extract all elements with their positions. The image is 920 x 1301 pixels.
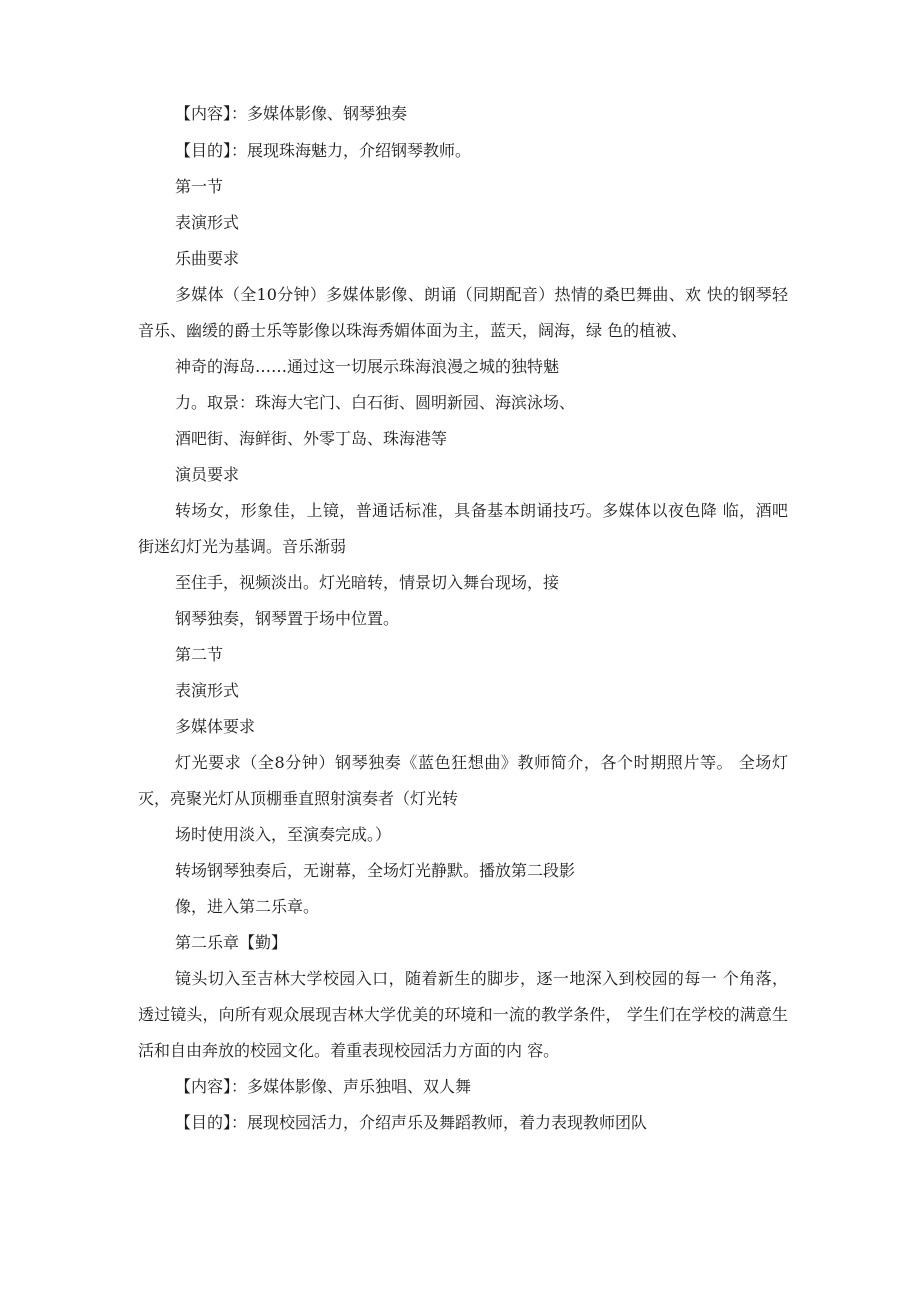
multimedia-paragraph-1: 多媒体（全10分钟）多媒体影像、朗诵（同期配音）热情的桑巴舞曲、欢 快的钢琴轻音乐、幽缓的爵士乐等影像以珠海秀媚体面为主，蓝天，阔海，绿 色的植被、 xyxy=(138,285,788,340)
transition-line-1: 转场钢琴独奏后，无谢幕，全场灯光静默。播放第二段影 xyxy=(175,861,576,880)
lighting-requirements-paragraph: 灯光要求（全8分钟）钢琴独奏《蓝色狂想曲》教师简介，各个时期照片等。 全场灯灭，亮聚光灯从顶棚垂直照射演奏者（灯光转 xyxy=(138,753,788,808)
actor-requirements-paragraph: 转场女，形象佳，上镜，普通话标准，具备基本朗诵技巧。多媒体以夜色降 临，酒吧街迷幻灯光为基调。音乐渐弱 xyxy=(138,501,788,556)
location-line-1: 力。取景：珠海大宅门、白石街、圆明新园、海滨泳场、 xyxy=(175,393,576,412)
purpose-line-1: 【目的】：展现珠海魅力，介绍钢琴教师。 xyxy=(175,141,472,160)
purpose-line-2: 【目的】：展现校园活力，介绍声乐及舞蹈教师，着力表现教师团队 xyxy=(175,1113,648,1132)
music-requirements-heading: 乐曲要求 xyxy=(175,249,240,268)
campus-paragraph: 镜头切入至吉林大学校园入口，随着新生的脚步，逐一地深入到校园的每一 个角落，透过镜头，向所有观众展现吉林大学优美的环境和一流的教学条件， 学生们在学校的满意生活和自由奔放的校园文化。着重表现校园活力方面的内 容。 xyxy=(138,969,788,1060)
video-fade-line: 至住手，视频淡出。灯光暗转，情景切入舞台现场，接 xyxy=(175,573,560,592)
section-heading-1: 第一节 xyxy=(175,177,224,196)
piano-solo-line: 钢琴独奏，钢琴置于场中位置。 xyxy=(175,609,400,628)
performance-form-heading-1: 表演形式 xyxy=(175,213,240,232)
section-heading-2: 第二节 xyxy=(175,645,224,664)
chapter-two-heading: 第二乐章【勤】 xyxy=(175,933,288,952)
transition-line-2: 像，进入第二乐章。 xyxy=(175,897,320,916)
lighting-fade-line: 场时使用淡入，至演奏完成。） xyxy=(175,825,392,844)
actor-requirements-heading: 演员要求 xyxy=(175,465,240,484)
multimedia-line-continued-1: 神奇的海岛……通过这一切展示珠海浪漫之城的独特魅 xyxy=(175,357,560,376)
content-line-1: 【内容】：多媒体影像、钢琴独奏 xyxy=(175,104,408,123)
performance-form-heading-2: 表演形式 xyxy=(175,681,240,700)
content-line-2: 【内容】：多媒体影像、声乐独唱、双人舞 xyxy=(175,1077,472,1096)
location-line-2: 酒吧街、海鲜街、外零丁岛、珠海港等 xyxy=(175,429,448,448)
multimedia-requirements-heading: 多媒体要求 xyxy=(175,717,256,736)
